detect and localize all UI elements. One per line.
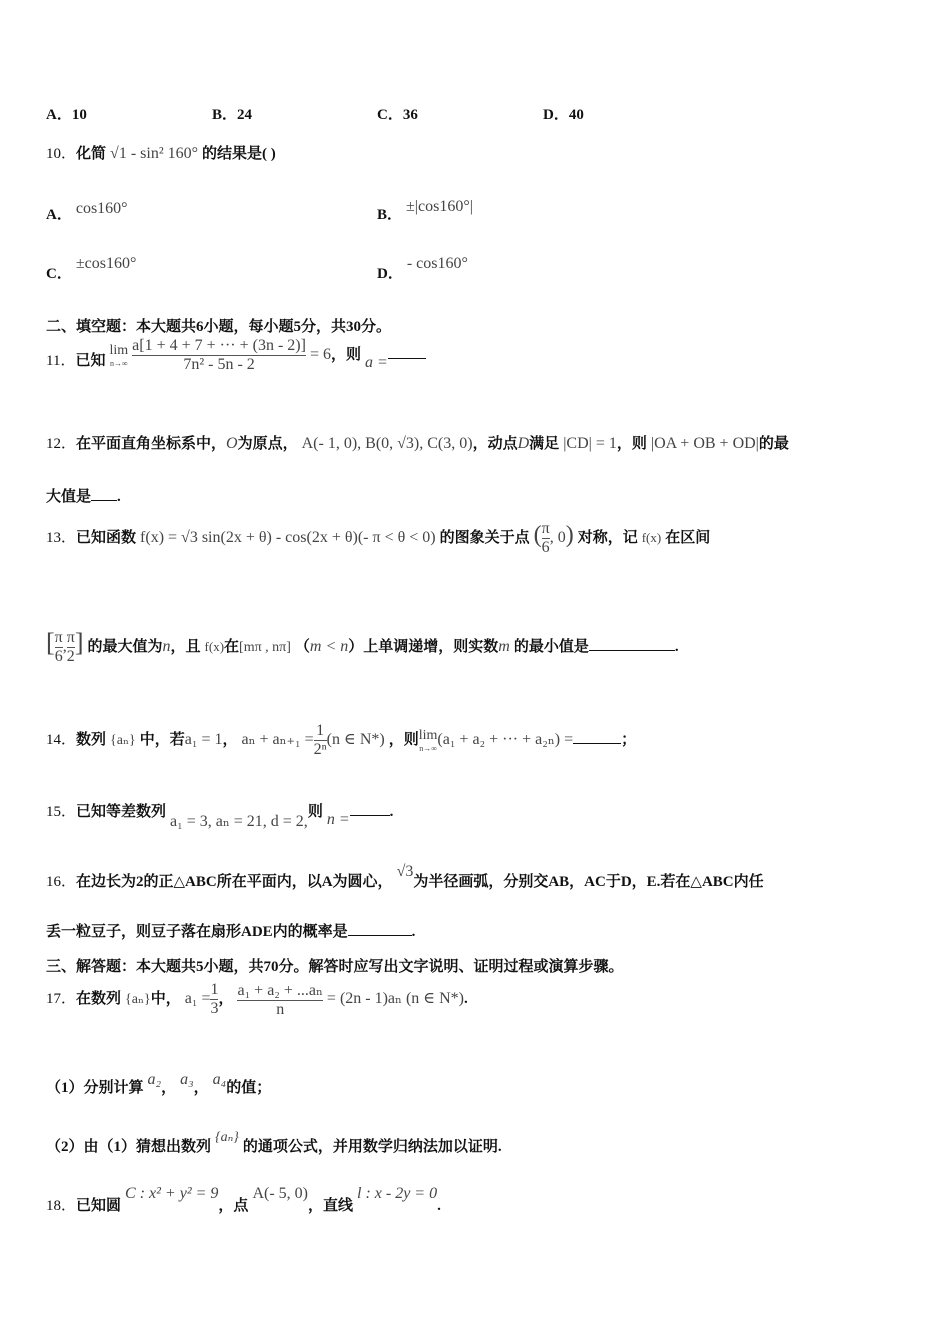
math-expression: aₙ + aₙ₊₁ = — [241, 731, 314, 749]
option-c — [46, 255, 137, 283]
answer-blank[interactable] — [91, 488, 117, 501]
question-text: ， — [222, 732, 238, 749]
option-b — [377, 198, 473, 224]
math-expression: f(x) — [204, 639, 225, 654]
question-text: . — [117, 489, 121, 505]
question-text: 已知 — [75, 353, 106, 370]
question-text: 对称，记 — [577, 530, 638, 547]
question-text: ，则 — [388, 732, 419, 749]
question-15 — [46, 800, 393, 840]
lim-sub: n→∞ — [109, 359, 128, 368]
question-text: 中， — [150, 991, 181, 1008]
answer-blank[interactable] — [573, 731, 621, 744]
math-expression: [mπ , nπ] — [239, 640, 291, 655]
fraction — [67, 629, 75, 666]
question-number: 16． — [46, 874, 77, 890]
math-expression: f(x) = √3 sin(2x + θ) - cos(2x + θ)(- π < θ < 0) — [140, 529, 436, 547]
section-title: 二、填空题：本大题共6小题，每小题5分，共30分。 — [46, 319, 392, 335]
question-16-line2 — [46, 920, 415, 941]
limit — [419, 728, 438, 753]
question-text: 的最小值是 — [513, 639, 589, 655]
question-text: （1）分别计算 — [46, 1080, 144, 1096]
comma: , — [62, 638, 67, 655]
question-text: ，则 — [616, 436, 647, 452]
fraction — [55, 629, 63, 666]
math-var: a₃ — [180, 1071, 194, 1088]
math-expression: = (2n - 1)aₙ (n ∈ N*) — [326, 990, 465, 1008]
question-text: 中，若 — [139, 732, 185, 749]
math-expression: |CD| = 1 — [563, 435, 617, 452]
question-text: 已知函数 — [76, 530, 137, 547]
math-expression: {aₙ} — [110, 733, 136, 749]
answer-blank[interactable] — [348, 923, 412, 936]
question-10 — [46, 142, 276, 163]
question-number: 17． — [46, 991, 77, 1008]
math-expression: √1 - sin² 160° — [110, 145, 199, 162]
math-expression: {aₙ} — [215, 1130, 239, 1145]
question-text: . — [464, 991, 468, 1008]
question-13 — [46, 520, 710, 570]
question-text: 为半径画弧，分别交AB，AC于D，E.若在△ABC内任 — [413, 874, 764, 890]
numerator: 1 — [316, 722, 325, 739]
question-number: 13． — [46, 530, 77, 547]
answer-var: n = — [326, 811, 350, 828]
option-a — [46, 200, 128, 224]
math-expression: ±cos160° — [75, 255, 137, 272]
comma: ， — [161, 1080, 177, 1096]
question-16 — [46, 860, 764, 890]
question-text: . — [674, 639, 679, 655]
question-text: 已知圆 — [76, 1198, 122, 1214]
question-text: ，且 — [170, 639, 201, 655]
question-text: 在平面直角坐标系中， — [76, 436, 227, 452]
denominator: 2 — [66, 647, 75, 665]
math-expression: √3 — [396, 863, 414, 880]
question-text: ， — [218, 991, 234, 1008]
math-expression: a₁ = — [184, 990, 211, 1008]
question-number: 12． — [46, 436, 77, 452]
question-text: 的最大值为 — [87, 639, 163, 655]
fraction — [237, 980, 322, 1019]
question-text: ； — [621, 732, 637, 749]
question-13-line2 — [46, 628, 679, 678]
limit — [109, 343, 128, 368]
denominator: 3 — [210, 1000, 219, 1017]
comma: ， — [193, 1080, 209, 1096]
option-d — [377, 255, 468, 283]
question-text: 在数列 — [76, 991, 122, 1008]
answer-blank[interactable] — [589, 638, 675, 651]
question-text: ，点 — [218, 1198, 249, 1214]
bracket-right: ] — [74, 628, 84, 657]
numerator: 1 — [210, 981, 219, 998]
math-expression: f(x) — [641, 530, 662, 546]
paren-left: ( — [533, 522, 542, 549]
question-text: 已知等差数列 — [76, 804, 167, 820]
question-text: 的通项公式，并用数学归纳法加以证明. — [242, 1139, 502, 1155]
answer-blank[interactable] — [350, 803, 390, 816]
math-expression: C : x² + y² = 9 — [125, 1185, 219, 1202]
denominator: 6 — [541, 539, 550, 556]
question-number: 18． — [46, 1198, 77, 1214]
option-d: D．40 — [543, 107, 584, 123]
math-var: D — [517, 435, 530, 452]
question-12 — [46, 432, 789, 453]
paren-right: ) — [565, 522, 574, 549]
option-c: C．36 — [377, 107, 418, 123]
question-14 — [46, 722, 636, 766]
question-text: 在边长为2的正△ABC所在平面内，以A为圆心， — [76, 874, 393, 890]
option-a: A．10 — [46, 107, 87, 123]
math-expression: - cos160° — [406, 255, 468, 272]
denominator: 2ⁿ — [313, 741, 327, 758]
question-17 — [46, 980, 468, 1028]
option-label: C． — [46, 266, 72, 282]
math-expression: a₁ = 1 — [184, 731, 223, 749]
question-text: 满足 — [529, 436, 560, 452]
question-number: 14． — [46, 732, 77, 749]
question-text: 在区间 — [665, 530, 711, 547]
math-expression: (n ∈ N*) — [326, 731, 385, 749]
denominator: n — [237, 1000, 322, 1019]
question-text: 在 — [224, 639, 240, 655]
question-11 — [46, 337, 426, 387]
fraction — [132, 337, 306, 374]
lim-text: lim — [109, 343, 129, 358]
question-text: （2）由（1）猜想出数列 — [46, 1139, 212, 1155]
question-number: 15． — [46, 804, 77, 820]
option-label: A． — [46, 207, 72, 223]
answer-blank[interactable] — [388, 346, 426, 359]
option-label: B． — [377, 207, 403, 223]
question-text: ，则 — [331, 347, 362, 364]
question-text: 的值； — [226, 1080, 272, 1096]
question-text: . — [389, 804, 394, 820]
question-17-part1 — [46, 1068, 271, 1098]
equals: = 6 — [309, 346, 331, 364]
math-var: m — [498, 638, 510, 655]
question-text: . — [411, 924, 416, 940]
question-text: ）上单调递增，则实数 — [348, 639, 499, 655]
numerator: a₁ + a₂ + ...aₙ — [237, 982, 323, 999]
numerator: a[1 + 4 + 7 + ··· + (3n - 2)] — [132, 337, 306, 354]
math-expression: A(- 5, 0) — [252, 1185, 308, 1202]
question-text: ，动点 — [472, 436, 518, 452]
question-text: 的最 — [758, 436, 789, 452]
question-17-part2 — [46, 1125, 502, 1155]
numerator: π — [66, 628, 75, 646]
math-var: n — [162, 638, 171, 655]
question-text: 为原点， — [237, 436, 298, 452]
fraction — [542, 520, 550, 557]
option-b: B．24 — [212, 107, 253, 123]
question-text: 的图象关于点 — [439, 530, 530, 547]
math-expression: {aₙ} — [125, 992, 151, 1008]
answer-var: a = — [365, 354, 388, 372]
question-text: 丢一粒豆子，则豆子落在扇形ADE内的概率是 — [46, 924, 348, 940]
denominator: 7n² - 5n - 2 — [132, 355, 306, 374]
lim-text: lim — [418, 728, 438, 743]
math-var: a₂ — [147, 1071, 162, 1088]
math-expression: |OA + OB + OD| — [650, 435, 759, 452]
question-text: 化简 — [76, 146, 107, 162]
question-number: 11． — [46, 353, 76, 370]
denominator: 6 — [54, 647, 63, 665]
question-number: 10． — [46, 146, 77, 162]
math-expression: m < n — [309, 638, 349, 655]
math-expression: ±|cos160°| — [406, 198, 473, 215]
section-title: 三、解答题：本大题共5小题，共70分。解答时应写出文字说明、证明过程或演算步骤。 — [46, 959, 624, 975]
question-text: 的结果是( ) — [202, 146, 276, 162]
question-text: . — [437, 1198, 441, 1214]
question-text: 数列 — [76, 732, 107, 749]
bracket-left: [ — [46, 628, 55, 657]
question-text: 则 — [307, 804, 323, 820]
math-var: a₄ — [212, 1071, 227, 1088]
lim-sub: n→∞ — [419, 744, 437, 753]
math-expression: (a₁ + a₂ + ··· + a₂ₙ) = — [437, 731, 574, 749]
math-expression: a₁ = 3, aₙ = 21, d = 2, — [170, 813, 308, 830]
question-text: （ — [294, 639, 310, 655]
question-text: 大值是 — [46, 489, 92, 505]
fraction — [314, 722, 327, 759]
math-expression: l : x - 2y = 0 — [357, 1185, 438, 1202]
math-expression: , 0 — [549, 529, 566, 547]
math-var: O — [226, 435, 238, 452]
question-18 — [46, 1182, 441, 1212]
option-label: D． — [377, 266, 403, 282]
question-text: ，直线 — [307, 1198, 353, 1214]
question-12-line2 — [46, 485, 121, 506]
math-expression: A(- 1, 0), B(0, √3), C(3, 0) — [301, 435, 473, 452]
numerator: π — [541, 520, 550, 537]
numerator: π — [54, 628, 63, 646]
math-expression: cos160° — [75, 200, 128, 217]
